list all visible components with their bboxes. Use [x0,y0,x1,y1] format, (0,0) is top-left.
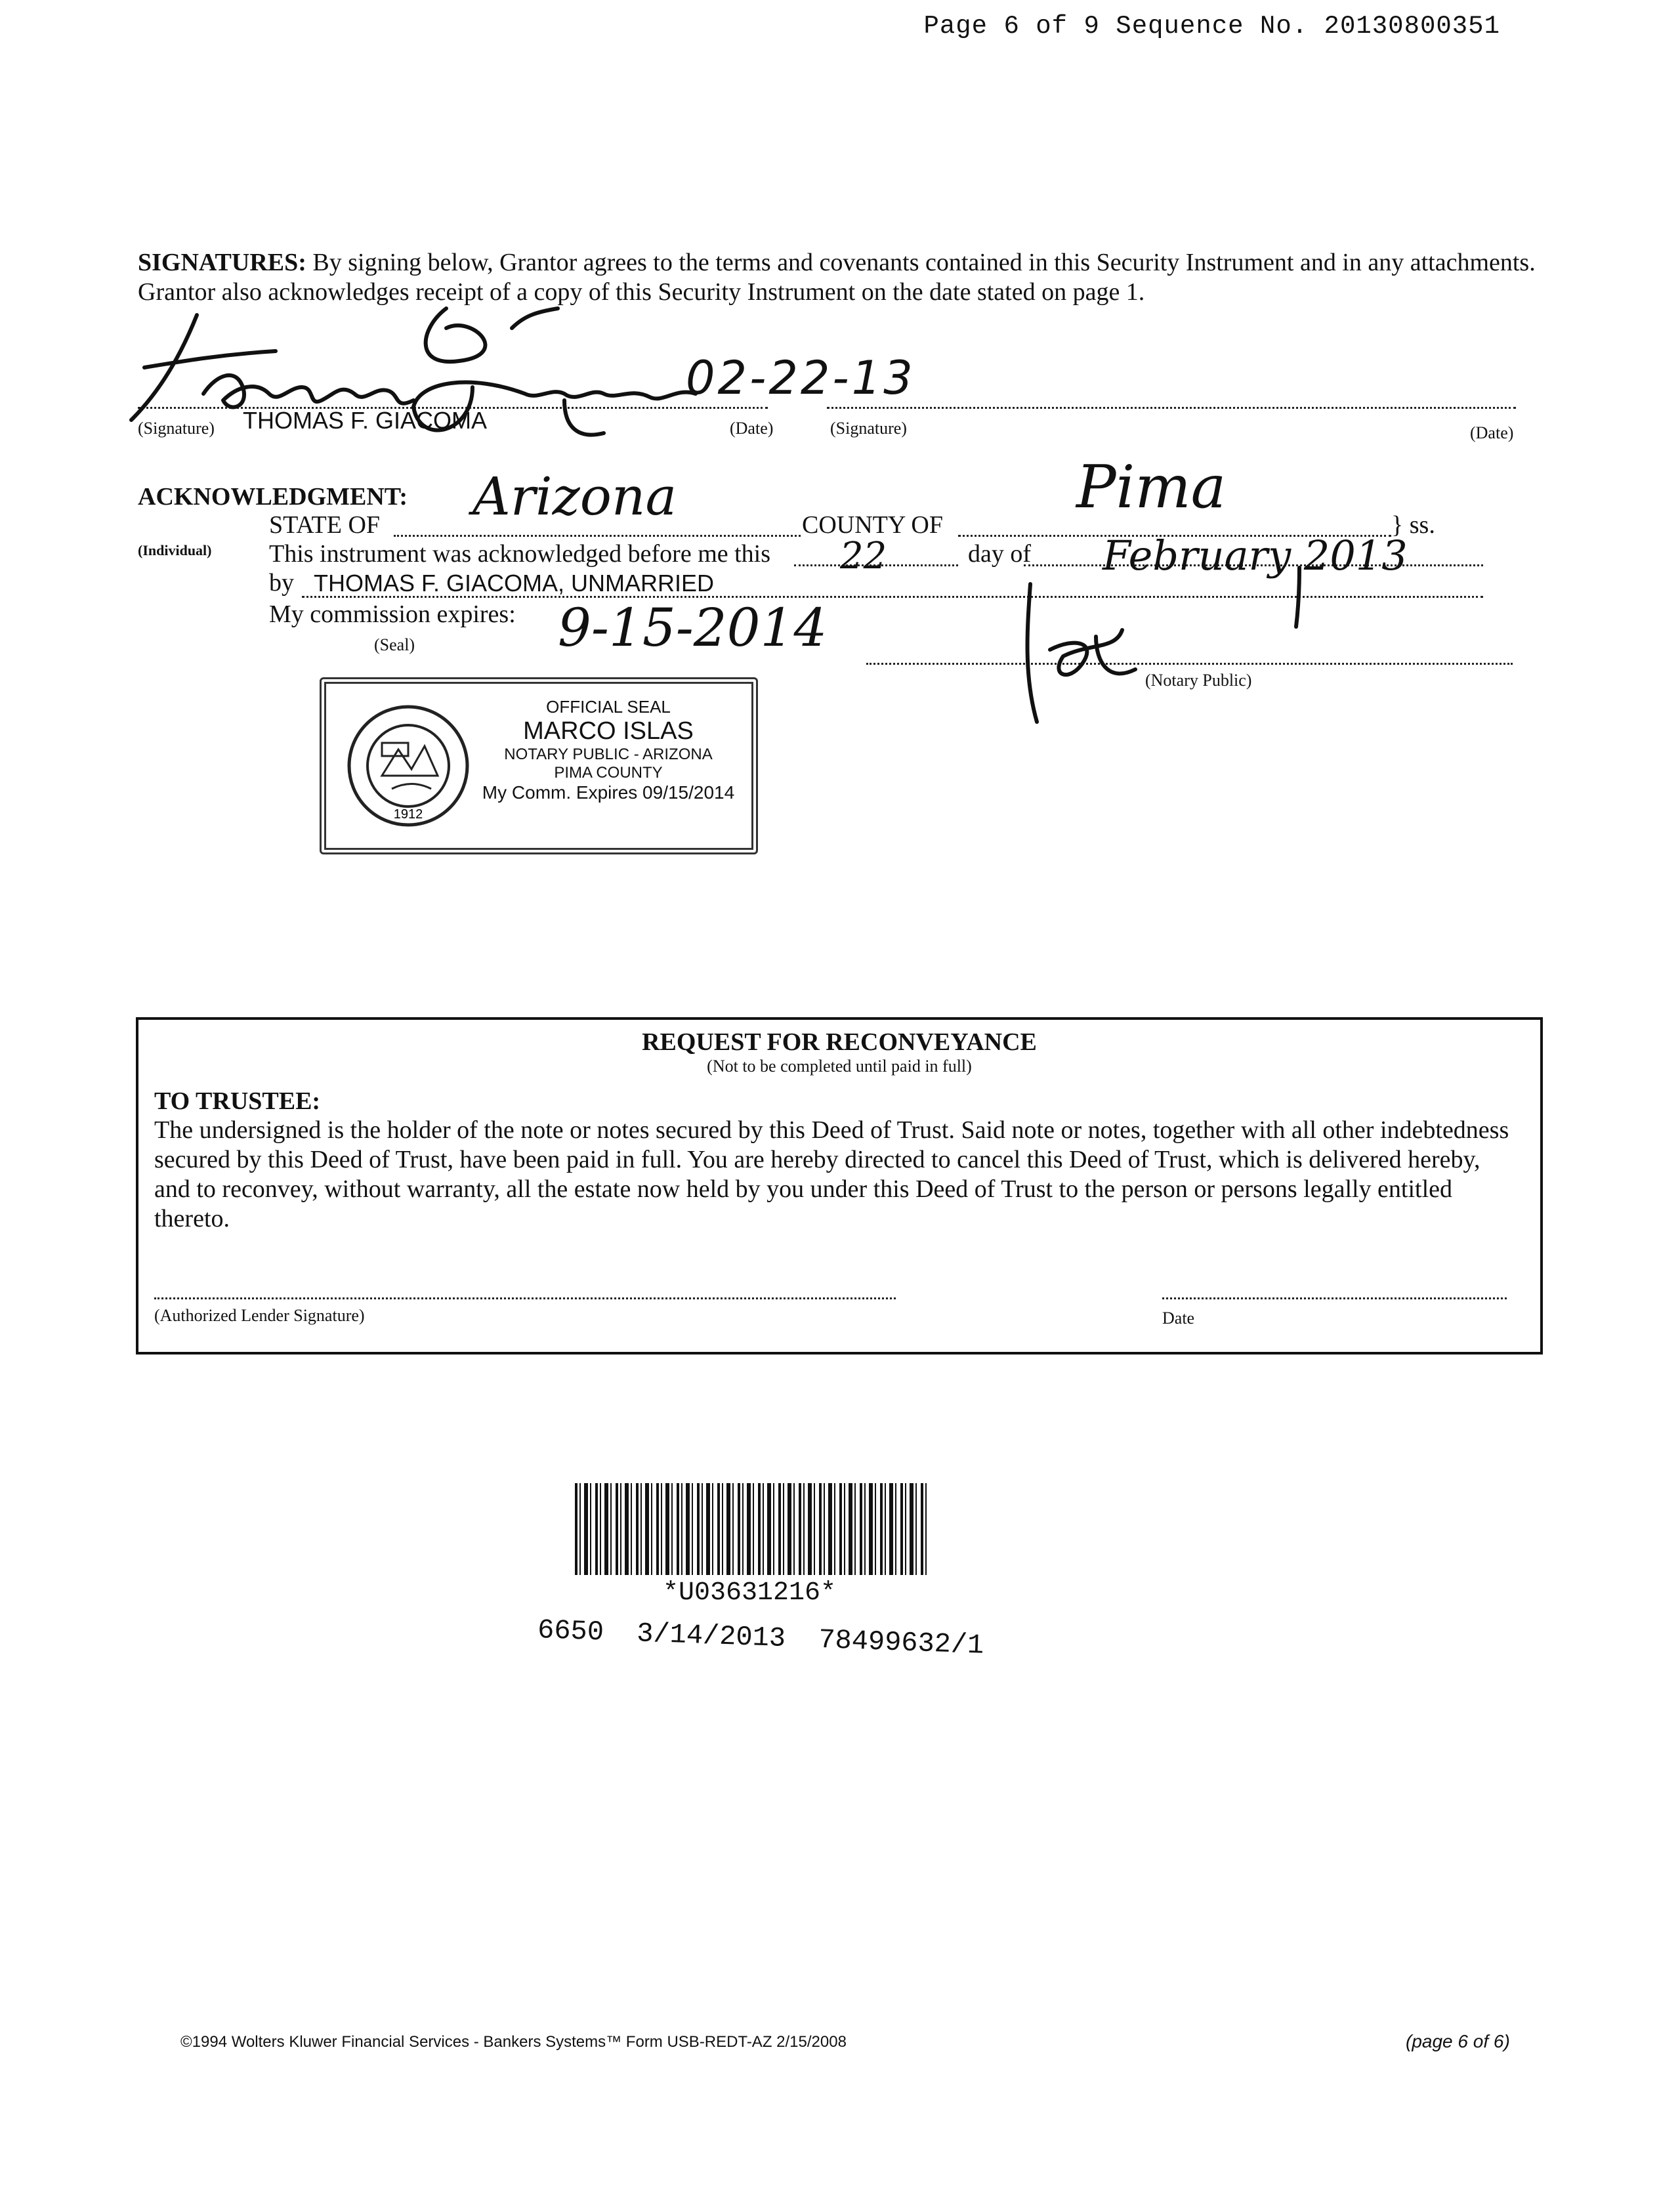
seal-text-block [477,690,740,803]
notary-line [866,663,1513,665]
state-of-label: STATE OF [269,511,381,539]
barcode-code: *U03631216* [663,1578,837,1608]
notary-mark [1280,564,1319,630]
handwritten-date: 02-22-13 [686,351,915,405]
reconveyance-subtitle: (Not to be completed until paid in full) [707,1057,972,1076]
handwritten-day: 22 [840,535,887,578]
state-line [394,535,801,537]
reconveyance-box [136,1017,1543,1354]
individual-label: (Individual) [138,542,212,558]
instrument-text: This instrument was acknowledged before me this [269,540,771,568]
lender-signature-label: (Authorized Lender Signature) [154,1306,365,1325]
signatures-heading: SIGNATURES: [138,249,306,276]
ss-label: } ss. [1391,511,1435,539]
barcode-stamp: 6650 3/14/2013 78499632/1 [537,1614,985,1662]
seal-label: (Seal) [374,635,415,654]
acknowledgment-heading: ACKNOWLEDGMENT: [138,483,408,511]
barcode-bars [575,1483,929,1575]
footer-copyright: ©1994 Wolters Kluwer Financial Services - Bankers Systems™ Form USB-REDT-AZ 2/15/2008 [180,2033,847,2051]
page-sequence-header: Page 6 of 9 Sequence No. 20130800351 [923,12,1500,41]
barcode [575,1483,929,1575]
reconveyance-date-label: Date [1162,1309,1195,1328]
handwritten-county: Pima [1076,453,1227,522]
signatures-text: By signing below, Grantor agrees to the terms and covenants contained in this Security Instrument and in any attachments. Grantor also acknowledges receipt of a copy of this Security Instrument on the date stated on page 1. [138,249,1536,306]
by-label: by [269,569,294,597]
seal-year: 1912 [393,807,423,822]
commission-label: My commission expires: [269,600,516,628]
by-name: THOMAS F. GIACOMA, UNMARRIED [314,570,715,597]
notary-signature [1011,578,1162,728]
state-seal-emblem [346,697,471,835]
signature-label-1: (Signature) [138,419,215,438]
reconveyance-title: REQUEST FOR RECONVEYANCE [642,1028,1037,1056]
seal-line-2: MARCO ISLAS [523,717,694,745]
footer-page: (page 6 of 6) [1406,2031,1510,2051]
reconveyance-text: The undersigned is the holder of the note or notes secured by this Deed of Trust. Said note or notes, together with all other indebtedness secured by this Deed of Trust, have been paid in full. You are hereby directed to cancel this Deed of Trust, which is delivered hereby, and to reconvey, without warranty, all the estate now held by you under this Deed of Trust to the person or persons legally entitled thereto. [154,1116,1509,1232]
seal-line-4: PIMA COUNTY [554,764,663,782]
reconveyance-date-line [1162,1297,1507,1299]
day-of-label: day of [968,540,1032,568]
handwritten-state: Arizona [472,466,677,527]
notary-public-label: (Notary Public) [1145,671,1252,690]
to-trustee-heading: TO TRUSTEE: [154,1087,321,1115]
date-label-1: (Date) [730,419,774,438]
handwritten-expires: 9-15-2014 [558,597,828,658]
signature-label-2: (Signature) [830,419,907,438]
handwritten-month-year: February 2013 [1102,532,1408,579]
signer-name: THOMAS F. GIACOMA [243,407,488,434]
official-seal-stamp [320,677,758,854]
handwritten-signature [105,289,761,453]
seal-line-3: NOTARY PUBLIC - ARIZONA [504,746,713,763]
lender-signature-line [154,1297,896,1299]
date-label-2: (Date) [1470,423,1514,442]
county-of-label: COUNTY OF [802,511,943,539]
signature-line-2 [827,407,1516,409]
seal-line-5: My Comm. Expires 09/15/2014 [482,782,735,803]
seal-line-1: OFFICIAL SEAL [546,697,671,717]
